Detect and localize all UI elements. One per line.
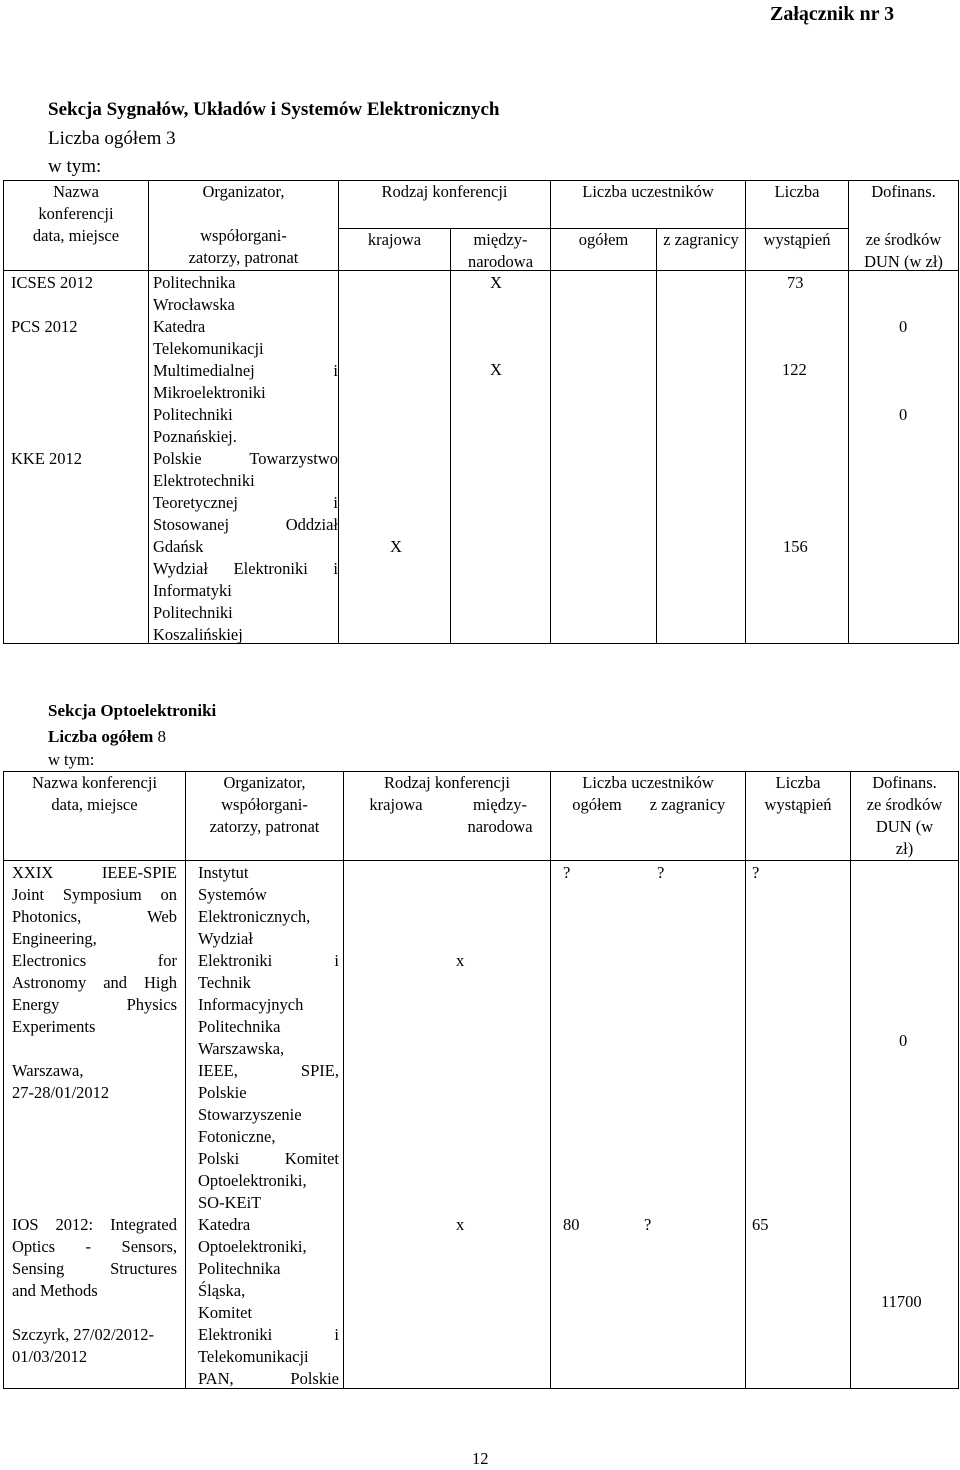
s1-row1-funding: 0 [899,317,908,336]
s2-row1-total: ? [563,863,571,882]
s1-row1-name: ICSES 2012 [11,273,94,292]
s2-row1-funding: 0 [899,1031,908,1050]
s1-header-name: Nazwa konferencji data, miejsce [32,182,120,245]
page-number: 12 [472,1449,489,1468]
s2-header-talks: Liczba wystąpień [764,773,832,814]
s2-header-foreign: z zagranicy [649,795,726,814]
s2-header-total: ogółem [572,795,622,814]
s1-row3-national: X [390,537,402,556]
s1-header-organizer: Organizator, współorgani- zatorzy, patronat [188,182,299,267]
s1-row3-talks: 156 [783,537,808,556]
s1-row2-name: PCS 2012 [11,317,78,336]
s2-header-name: Nazwa konferencji data, miejsce [31,773,158,814]
s2-row2-talks: 65 [752,1215,769,1234]
s1-header-international: między- narodowa [467,230,534,271]
s1-header-type: Rodzaj konferencji [381,182,508,201]
s2-row2-place: Szczyrk, 27/02/2012- 01/03/2012 [12,1325,155,1366]
s1-organizers: Politechnika Wrocławska Katedra Telekomunikacji Multimedialnej i Mikroelektroniki Politechniki Poznańskiej. Polskie Towarzystwo Elektrotechniki Teoretycznej i Stosowanej Oddział Gdańsk Wydział Elektroniki i Informatyki Politechniki Koszalińskiej [153,273,338,644]
s2-header-participants: Liczba uczestników [582,773,714,792]
section1-including: w tym: [48,156,102,177]
s2-row1-foreign: ? [657,863,665,882]
s1-row2-talks: 122 [782,360,807,379]
s1-header-funding: Dofinans. ze środków DUN (w zł) [864,182,943,271]
s2-header-national: krajowa [369,795,423,814]
section2-including: w tym: [48,750,95,769]
s2-row2-foreign: ? [644,1215,652,1234]
section2-count: Liczba ogółem 8 [48,727,167,746]
s1-row2-international: X [490,360,502,379]
s1-header-total: ogółem [578,230,629,249]
section2-title: Sekcja Optoelektroniki [48,701,217,720]
s2-row1-international: x [456,951,465,970]
s2-row2-name: IOS 2012: Integrated Optics - Sensors, Sensing Structures and Methods Szczyrk, 27/02/2012- 01/03/2012 [12,1215,177,1366]
s1-row3-name: KKE 2012 [11,449,83,468]
s2-header-organizer: Organizator, współorgani- zatorzy, patronat [209,773,320,836]
s2-row1-name: XXIX IEEE-SPIE Joint Symposium on Photonics, Web Engineering, Electronics for Astronomy and High Energy Physics Experiments Warszawa, 27-28/01/2012 [12,863,177,1102]
s2-row2-funding: 11700 [881,1292,922,1311]
s2-row1-place: Warszawa, 27-28/01/2012 [12,1061,110,1102]
s2-header-international: między- narodowa [467,795,533,836]
s2-row1-talks: ? [752,863,760,882]
s2-row2-organizers: Katedra Optoelektroniki, Politechnika Śląska, Komitet Elektroniki i Telekomunikacji PAN, Polskie [198,1215,339,1388]
s1-row1-international: X [490,273,502,292]
section1-count: Liczba ogółem 3 [48,128,176,149]
s1-row2-funding: 0 [899,405,908,424]
section1-title: Sekcja Sygnałów, Układów i Systemów Elektronicznych [48,99,500,120]
s2-header-funding: Dofinans. ze środków DUN (w zł) [866,773,943,858]
s2-row2-international: x [456,1215,465,1234]
s1-header-national: krajowa [367,230,422,249]
s1-header-foreign: z zagranicy [663,230,739,249]
s2-row1-organizers: Instytut Systemów Elektronicznych, Wydział Elektroniki i Technik Informacyjnych Politechnika Warszawska, IEEE, SPIE, Polskie Stowarzyszenie Fotoniczne, Polski Komitet Optoelektroniki, SO-KEiT [198,863,339,1212]
s1-header-participants: Liczba uczestników [582,182,714,201]
s1-header-talks: Liczba wystąpień [763,182,831,249]
s2-header-type: Rodzaj konferencji [384,773,510,792]
s1-row1-talks: 73 [787,273,804,292]
s2-row2-total: 80 [563,1215,580,1234]
annex-title: Załącznik nr 3 [770,3,895,25]
